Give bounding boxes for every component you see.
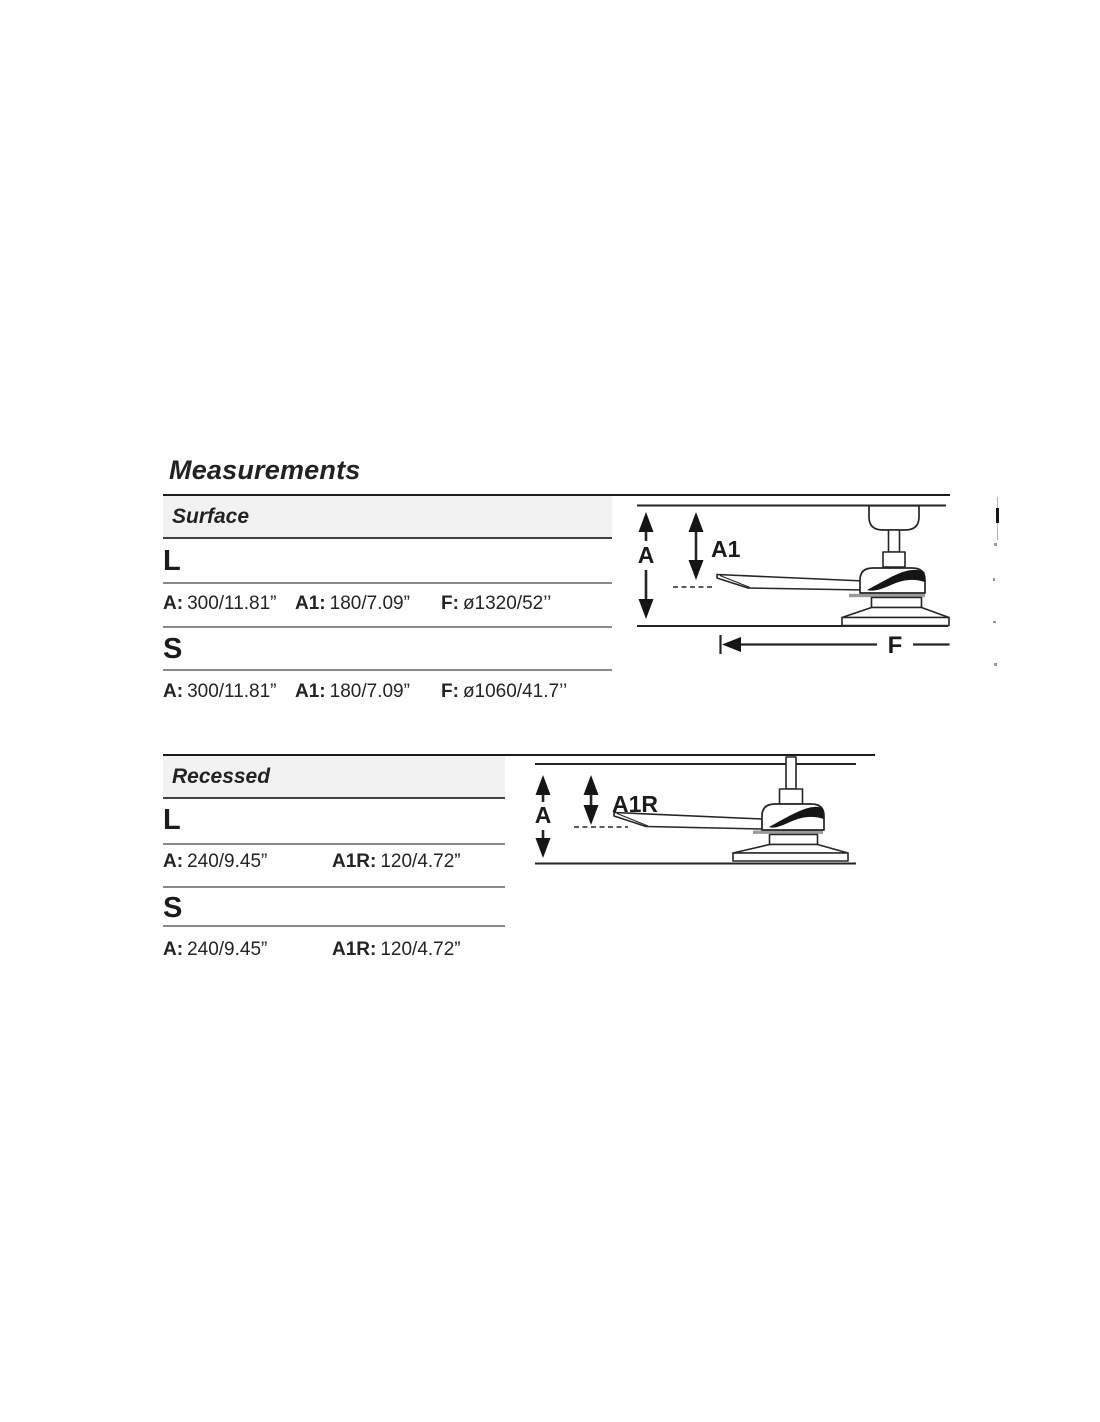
measure-a1r: [332, 939, 461, 961]
arrow-down-icon: [639, 599, 654, 619]
surface-size-l-label: L: [163, 545, 181, 577]
measure-value: ø1320/52’’: [462, 593, 552, 614]
recessed-divider-2: [163, 886, 505, 888]
surface-s-measurements-row: [163, 681, 567, 703]
surface-divider-3: [163, 669, 612, 671]
cropped-content-artifact: [996, 508, 999, 523]
measure-a: [163, 681, 295, 703]
measure-value: 120/4.72”: [380, 851, 461, 872]
dimension-label-f: F: [887, 632, 903, 659]
dimension-arrow-a1: [689, 512, 704, 580]
dimension-arrow-a1r: [584, 775, 599, 825]
measure-a1: [295, 681, 441, 703]
dimension-label-a: A: [637, 542, 655, 568]
fan-downrod: [889, 530, 900, 552]
fan-rod-coupler: [780, 789, 803, 804]
fan-downrod: [786, 757, 796, 789]
recessed-s-measurements-row: [163, 939, 461, 961]
measure-key: A1:: [295, 593, 326, 614]
measure-a: [163, 939, 332, 961]
arrow-down-icon: [536, 838, 551, 858]
recessed-l-measurements-row: [163, 851, 461, 873]
measure-key: A:: [163, 593, 184, 614]
surface-header-label: Surface: [172, 505, 250, 528]
cropped-content-artifact: [993, 621, 996, 623]
cropped-content-artifact: [993, 578, 995, 581]
measure-key: A1R:: [332, 939, 377, 960]
arrow-left-icon: [722, 637, 741, 652]
measure-value: 180/7.09”: [329, 681, 410, 702]
surface-l-measurements-row: [163, 593, 551, 615]
surface-divider-2: [163, 626, 612, 628]
cropped-content-artifact: [994, 663, 997, 666]
recessed-divider-3: [163, 925, 505, 927]
dimension-label-a: A: [534, 802, 552, 828]
measure-key: A:: [163, 939, 184, 960]
arrow-down-icon: [584, 805, 599, 825]
measure-value: 240/9.45”: [187, 851, 268, 872]
fan-rear-blade-line: [753, 831, 823, 834]
measure-a: [163, 593, 295, 615]
fan-diffuser-base: [842, 618, 949, 626]
measure-value: ø1060/41.7’’: [462, 681, 568, 702]
measure-key: F:: [441, 593, 459, 614]
fan-rod-coupler: [883, 552, 905, 567]
recessed-divider-1: [163, 843, 505, 845]
recessed-size-s-label: S: [163, 892, 183, 924]
measure-key: A:: [163, 851, 184, 872]
measure-value: 300/11.81”: [187, 593, 277, 614]
fan-canopy: [869, 506, 919, 530]
fan-light-neck: [770, 835, 818, 845]
arrow-up-icon: [536, 775, 551, 795]
page-title: Measurements: [169, 455, 361, 485]
measure-a1r: [332, 851, 461, 873]
measure-key: A1:: [295, 681, 326, 702]
fan-rear-blade-line: [849, 594, 925, 597]
dimension-label-a1: A1: [711, 536, 741, 562]
measure-a: [163, 851, 332, 873]
measure-f: [441, 681, 567, 703]
measure-a1: [295, 593, 441, 615]
recessed-size-l-label: L: [163, 804, 181, 836]
recessed-mount-diagram: [528, 752, 888, 872]
surface-size-s-label: S: [163, 633, 183, 665]
fan-blade: [717, 575, 864, 591]
arrow-down-icon: [689, 560, 704, 580]
surface-divider-1: [163, 582, 612, 584]
measure-value: 180/7.09”: [329, 593, 410, 614]
dimension-label-a1r: A1R: [612, 791, 659, 817]
fan-light-neck: [872, 598, 922, 608]
measure-f: [441, 593, 551, 615]
measure-value: 120/4.72”: [380, 939, 461, 960]
measure-value: 300/11.81”: [187, 681, 277, 702]
arrow-up-icon: [639, 512, 654, 532]
dimension-arrow-f: [721, 635, 950, 654]
recessed-header-label: Recessed: [172, 765, 271, 788]
cropped-content-artifact: [994, 543, 997, 546]
arrow-up-icon: [584, 775, 599, 795]
surface-mount-diagram: [628, 483, 968, 668]
measure-key: F:: [441, 681, 459, 702]
fan-diffuser-cone: [733, 845, 848, 854]
fan-diffuser-cone: [842, 608, 949, 618]
fan-diffuser-base: [733, 853, 848, 861]
arrow-up-icon: [689, 512, 704, 532]
measure-key: A1R:: [332, 851, 377, 872]
recessed-section-header: [163, 756, 505, 799]
measure-value: 240/9.45”: [187, 939, 268, 960]
surface-section-header: [163, 496, 612, 539]
measure-key: A:: [163, 681, 184, 702]
